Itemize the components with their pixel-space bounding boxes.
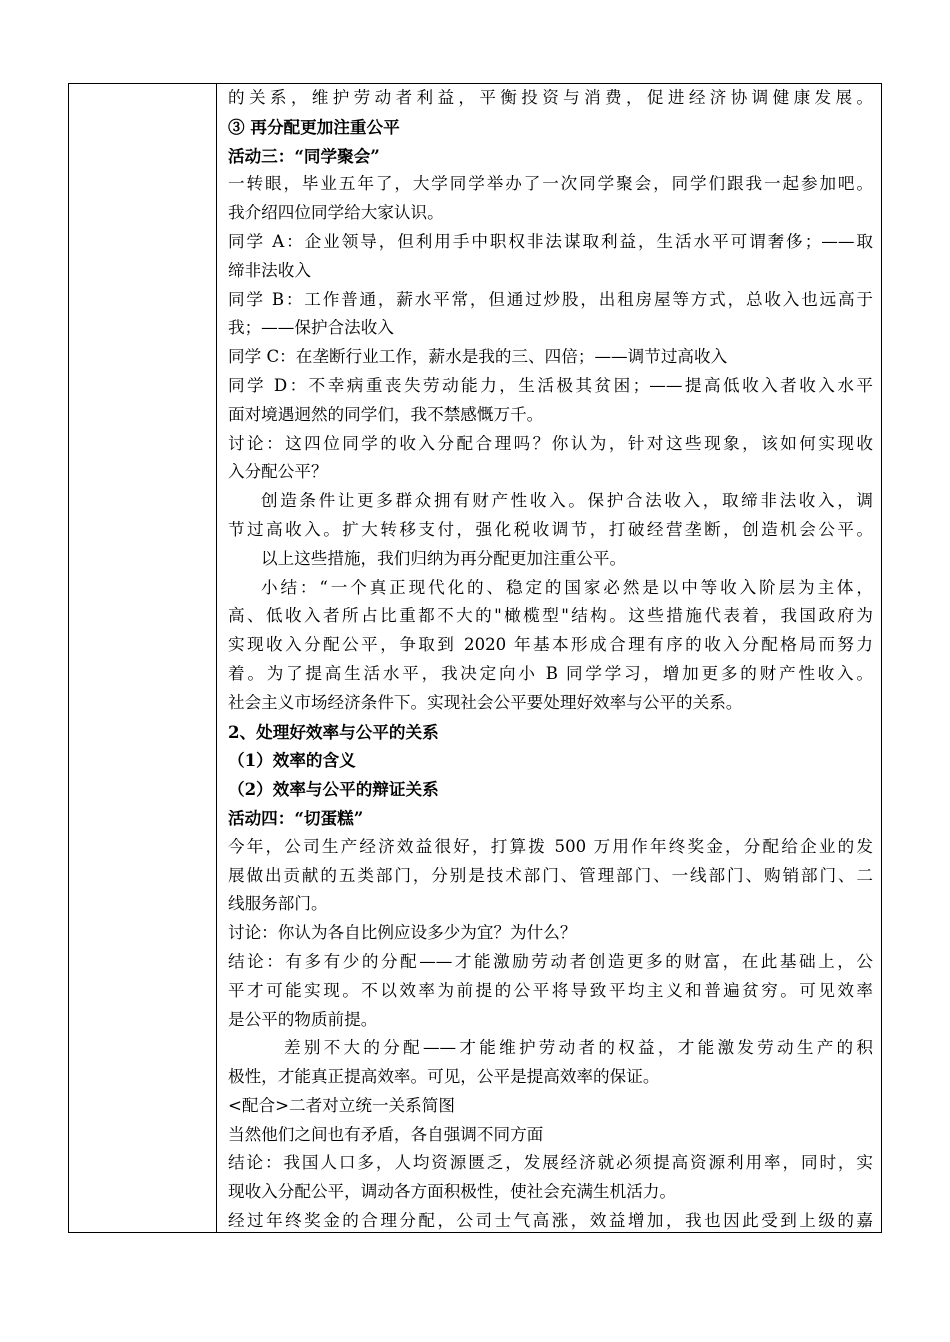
text-line: 面对境遇迥然的同学们，我不禁感慨万千。 (228, 404, 544, 424)
text-line: 经过年终奖金的合理分配，公司士气高涨，效益增加，我也因此受到上级的嘉 (228, 1211, 873, 1231)
text-line: 同学 D：不幸病重丧失劳动能力，生活极其贫困；——提高低收入者收入水平 (228, 375, 873, 395)
text-line: 极性，才能真正提高效率。可见，公平是提高效率的保证。 (228, 1067, 660, 1087)
text-line: 现收入分配公平，调动各方面积极性，使社会充满生机活力。 (228, 1182, 677, 1202)
text-line: 一转眼，毕业五年了，大学同学举办了一次同学聚会，同学们跟我一起参加吧。 (228, 174, 873, 194)
text-line: 展做出贡献的五类部门，分别是技术部门、管理部门、一线部门、购销部门、二 (228, 865, 873, 885)
text-line: 入分配公平？ (228, 462, 328, 482)
text-line: 讨论：这四位同学的收入分配合理吗？你认为，针对这些现象，该如何实现收 (228, 433, 873, 453)
text-line: 以上这些措施，我们归纳为再分配更加注重公平。 (261, 548, 627, 568)
text-line: 实现收入分配公平，争取到 2020 年基本形成合理有序的收入分配格局而努力 (228, 635, 873, 655)
right-column-cell (217, 84, 881, 1232)
text-line: 平才可能实现。不以效率为前提的公平将导致平均主义和普遍贫穷。可见效率 (228, 980, 873, 1000)
text-line: 讨论：你认为各自比例应设多少为宜？为什么？ (228, 923, 577, 943)
text-line: 社会主义市场经济条件下。实现社会公平要处理好效率与公平的关系。 (228, 692, 743, 712)
text-line: 同学 B：工作普通，薪水平常，但通过炒股，出租房屋等方式，总收入也远高于 (228, 289, 873, 309)
lesson-table (68, 83, 882, 1233)
text-line: 我介绍四位同学给大家认识。 (228, 203, 444, 223)
activity-heading: 活动三：“同学聚会” (228, 145, 380, 166)
section-heading: ③ 再分配更加注重公平 (228, 116, 400, 137)
text-line: <配合>二者对立统一关系简图 (228, 1095, 455, 1115)
text-line: 线服务部门。 (228, 894, 328, 914)
text-line: 高、低收入者所占比重都不大的"橄榄型"结构。这些措施代表着，我国政府为 (228, 606, 873, 626)
text-line: 结论：有多有少的分配——才能激励劳动者创造更多的财富，在此基础上，公 (228, 951, 873, 971)
text-line: 当然他们之间也有矛盾，各自强调不同方面 (228, 1124, 544, 1144)
text-line: 差别不大的分配——才能维护劳动者的权益，才能激发劳动生产的积 (284, 1038, 873, 1058)
text-line: 同学 A：企业领导，但利用手中职权非法谋取利益，生活水平可谓奢侈；——取 (228, 231, 873, 251)
text-line: 结论：我国人口多，人均资源匮乏，发展经济就必须提高资源利用率，同时，实 (228, 1153, 873, 1173)
text-line: 小结：“一个真正现代化的、稳定的国家必然是以中等收入阶层为主体， (261, 577, 873, 597)
section-heading: 2、处理好效率与公平的关系 (228, 721, 439, 742)
text-line: 缔非法收入 (228, 260, 311, 280)
text-line: 是公平的物质前提。 (228, 1009, 378, 1029)
text-line: 的关系，维护劳动者利益，平衡投资与消费，促进经济协调健康发展。 (228, 88, 873, 107)
text-line: 同学 C：在垄断行业工作，薪水是我的三、四倍；——调节过高收入 (228, 347, 728, 367)
text-line: 着。为了提高生活水平，我决定向小 B 同学学习，增加更多的财产性收入。 (228, 663, 873, 683)
text-line: 节过高收入。扩大转移支付，强化税收调节，打破经营垄断，创造机会公平。 (228, 519, 873, 539)
text-line: 创造条件让更多群众拥有财产性收入。保护合法收入，取缔非法收入，调 (261, 491, 873, 511)
text-line: 今年，公司生产经济效益很好，打算拨 500 万用作年终奖金，分配给企业的发 (228, 836, 873, 856)
activity-heading: 活动四：“切蛋糕” (228, 807, 364, 828)
left-column-cell (69, 84, 217, 1232)
subsection-heading: （2）效率与公平的辩证关系 (228, 779, 439, 800)
subsection-heading: （1）效率的含义 (228, 750, 356, 771)
text-line: 我；——保护合法收入 (228, 318, 394, 338)
